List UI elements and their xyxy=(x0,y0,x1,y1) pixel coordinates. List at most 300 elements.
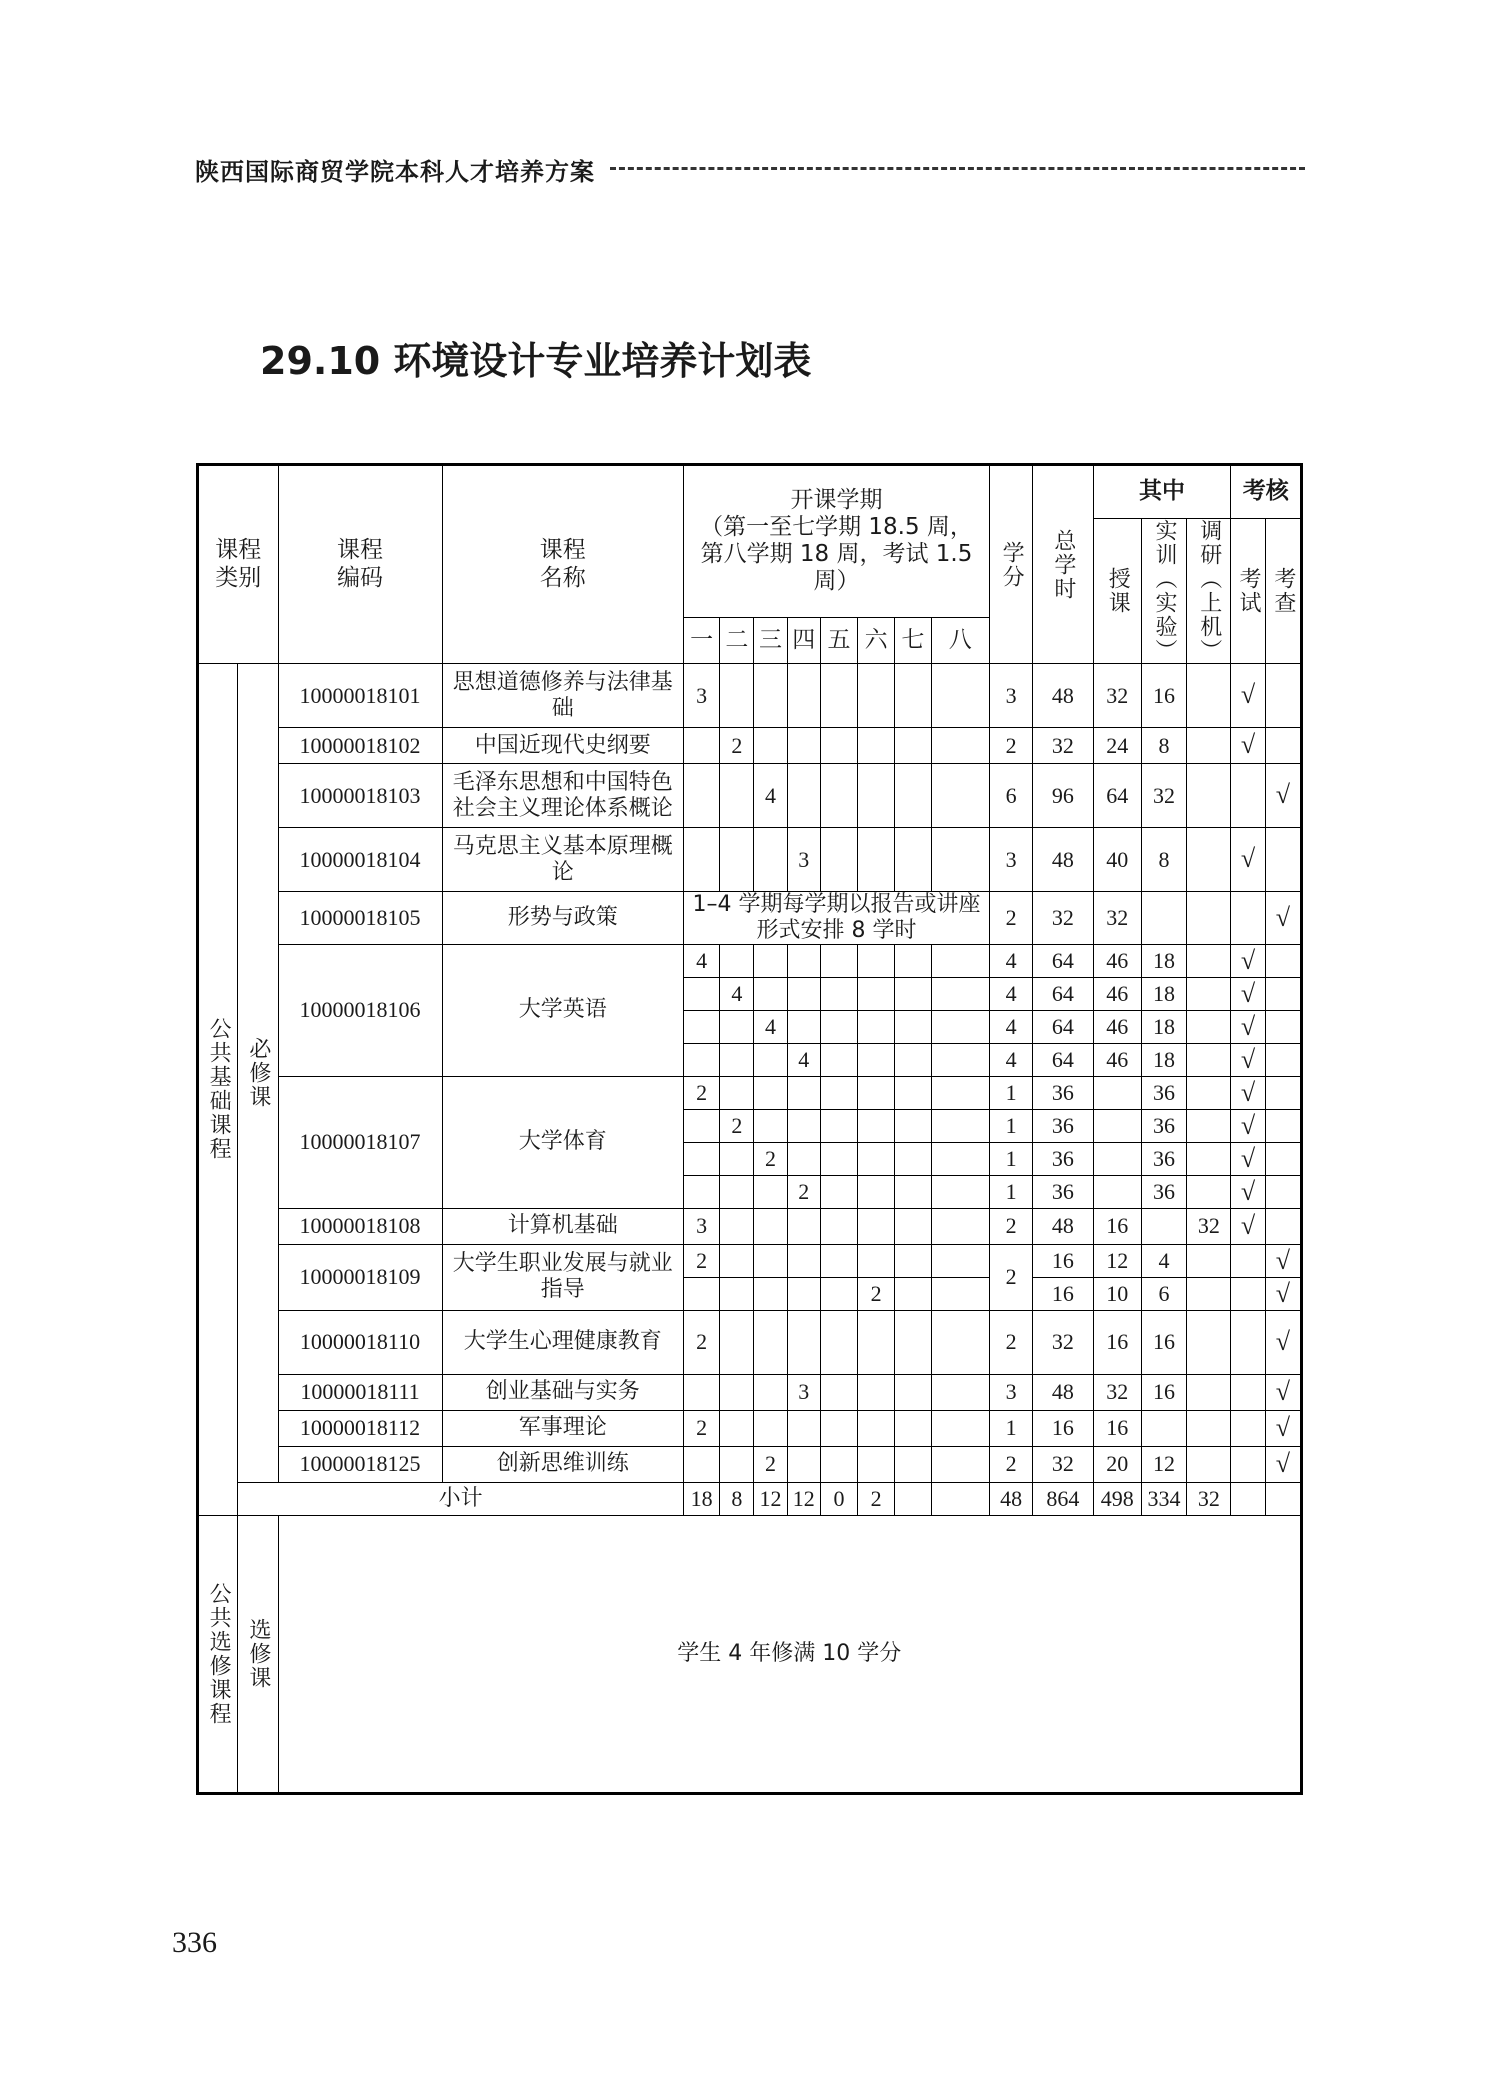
semester-cell-7 xyxy=(895,944,931,977)
semester-cell-8 xyxy=(931,764,989,828)
header-check: 考查 xyxy=(1265,519,1301,664)
semester-cell-8 xyxy=(931,728,989,764)
credit-cell: 1 xyxy=(989,1109,1032,1142)
header-name: 课程名称 xyxy=(442,465,684,664)
check-cell xyxy=(1265,1175,1301,1208)
semester-header-4: 四 xyxy=(787,617,820,663)
semester-cell-3 xyxy=(754,1043,787,1076)
semester-cell-2: 2 xyxy=(720,1109,754,1142)
check-cell: √ xyxy=(1265,892,1301,945)
semester-cell-8 xyxy=(931,977,989,1010)
course-code: 10000018106 xyxy=(278,944,442,1076)
semester-cell-7 xyxy=(895,1175,931,1208)
practice-cell: 16 xyxy=(1141,1374,1186,1410)
semester-cell-3: 4 xyxy=(754,764,787,828)
semester-cell-2 xyxy=(720,1277,754,1310)
semester-cell-6: 2 xyxy=(858,1277,895,1310)
credit-cell: 3 xyxy=(989,1374,1032,1410)
semester-cell-6 xyxy=(858,944,895,977)
semester-cell-7 xyxy=(895,1244,931,1277)
credit-cell: 2 xyxy=(989,1446,1032,1482)
semester-merged-note: 1–4 学期每学期以报告或讲座形式安排 8 学时 xyxy=(684,892,990,945)
category-public-basic: 公共基础课程 xyxy=(198,664,238,1516)
semester-cell-5 xyxy=(820,944,857,977)
semester-cell-1: 3 xyxy=(684,1208,720,1244)
semester-cell-8 xyxy=(931,1277,989,1310)
semester-cell-6 xyxy=(858,764,895,828)
check-cell: √ xyxy=(1265,1277,1301,1310)
lecture-cell: 46 xyxy=(1093,977,1141,1010)
header-practice: 实训（实验） xyxy=(1141,519,1186,664)
course-code: 10000018109 xyxy=(278,1244,442,1310)
exam-cell xyxy=(1231,892,1265,945)
exam-cell xyxy=(1231,1277,1265,1310)
semester-cell-4 xyxy=(787,764,820,828)
course-name: 大学英语 xyxy=(442,944,684,1076)
semester-cell-3 xyxy=(754,977,787,1010)
subtotal-research: 32 xyxy=(1187,1482,1231,1515)
credit-cell: 3 xyxy=(989,664,1032,728)
total-hours-cell: 36 xyxy=(1033,1109,1093,1142)
check-cell: √ xyxy=(1265,1410,1301,1446)
header-category: 课程类别 xyxy=(198,465,279,664)
check-cell xyxy=(1265,1010,1301,1043)
subtotal-semester-3: 12 xyxy=(754,1482,787,1515)
credit-cell: 1 xyxy=(989,1076,1032,1109)
course-code: 10000018110 xyxy=(278,1310,442,1374)
lecture-cell: 40 xyxy=(1093,828,1141,892)
check-cell xyxy=(1265,1109,1301,1142)
course-code: 10000018108 xyxy=(278,1208,442,1244)
practice-cell xyxy=(1141,892,1186,945)
semester-cell-2 xyxy=(720,764,754,828)
check-cell xyxy=(1265,1208,1301,1244)
exam-cell: √ xyxy=(1231,1175,1265,1208)
credit-cell: 2 xyxy=(989,728,1032,764)
exam-cell xyxy=(1231,1410,1265,1446)
exam-cell: √ xyxy=(1231,944,1265,977)
course-code: 10000018125 xyxy=(278,1446,442,1482)
lecture-cell: 16 xyxy=(1093,1208,1141,1244)
semester-cell-4 xyxy=(787,664,820,728)
subtotal-semester-4: 12 xyxy=(787,1482,820,1515)
research-cell xyxy=(1187,1374,1231,1410)
research-cell xyxy=(1187,1277,1231,1310)
semester-cell-7 xyxy=(895,1446,931,1482)
lecture-cell: 32 xyxy=(1093,664,1141,728)
semester-cell-6 xyxy=(858,1175,895,1208)
lecture-cell: 46 xyxy=(1093,944,1141,977)
practice-cell: 12 xyxy=(1141,1446,1186,1482)
semester-cell-8 xyxy=(931,1109,989,1142)
credit-cell: 2 xyxy=(989,1244,1032,1310)
semester-cell-6 xyxy=(858,1410,895,1446)
exam-cell: √ xyxy=(1231,1043,1265,1076)
total-hours-cell: 48 xyxy=(1033,664,1093,728)
research-cell xyxy=(1187,828,1231,892)
header-semester xyxy=(684,465,990,618)
lecture-cell xyxy=(1093,1109,1141,1142)
semester-cell-2 xyxy=(720,1410,754,1446)
header-among: 其中 xyxy=(1093,465,1231,519)
semester-cell-3 xyxy=(754,1310,787,1374)
total-hours-cell: 36 xyxy=(1033,1142,1093,1175)
table-row xyxy=(198,1076,1302,1109)
check-cell: √ xyxy=(1265,1446,1301,1482)
semester-cell-4 xyxy=(787,977,820,1010)
semester-title: 开课学期 xyxy=(790,487,883,514)
semester-cell-6 xyxy=(858,1142,895,1175)
lecture-cell: 24 xyxy=(1093,728,1141,764)
semester-cell-1: 2 xyxy=(684,1310,720,1374)
semester-cell-3: 2 xyxy=(754,1446,787,1482)
semester-cell-4 xyxy=(787,1244,820,1277)
lecture-cell: 16 xyxy=(1093,1310,1141,1374)
practice-cell: 6 xyxy=(1141,1277,1186,1310)
exam-cell xyxy=(1231,1310,1265,1374)
total-hours-cell: 16 xyxy=(1033,1277,1093,1310)
semester-cell-4: 3 xyxy=(787,1374,820,1410)
lecture-cell xyxy=(1093,1175,1141,1208)
total-hours-cell: 64 xyxy=(1033,1043,1093,1076)
credit-cell: 6 xyxy=(989,764,1032,828)
credit-cell: 1 xyxy=(989,1142,1032,1175)
semester-cell-8 xyxy=(931,1244,989,1277)
credit-cell: 4 xyxy=(989,1043,1032,1076)
practice-cell: 36 xyxy=(1141,1175,1186,1208)
semester-cell-3 xyxy=(754,1208,787,1244)
table-row xyxy=(198,828,1302,892)
course-code: 10000018111 xyxy=(278,1374,442,1410)
semester-cell-2 xyxy=(720,1374,754,1410)
semester-cell-1 xyxy=(684,1142,720,1175)
total-hours-cell: 16 xyxy=(1033,1244,1093,1277)
practice-cell: 16 xyxy=(1141,1310,1186,1374)
semester-cell-8 xyxy=(931,1208,989,1244)
practice-cell: 18 xyxy=(1141,1043,1186,1076)
course-name: 中国近现代史纲要 xyxy=(442,728,684,764)
semester-cell-4 xyxy=(787,1410,820,1446)
course-name: 大学体育 xyxy=(442,1076,684,1208)
semester-header-8: 八 xyxy=(931,617,989,663)
semester-cell-2 xyxy=(720,1244,754,1277)
semester-cell-7 xyxy=(895,1277,931,1310)
exam-cell: √ xyxy=(1231,1076,1265,1109)
total-hours-cell: 48 xyxy=(1033,1374,1093,1410)
semester-cell-1 xyxy=(684,1446,720,1482)
header-total-hours: 总学时 xyxy=(1033,465,1093,664)
exam-cell: √ xyxy=(1231,1142,1265,1175)
exam-cell: √ xyxy=(1231,828,1265,892)
course-name: 军事理论 xyxy=(442,1410,684,1446)
semester-cell-8 xyxy=(931,1446,989,1482)
semester-cell-5 xyxy=(820,1076,857,1109)
category-public-elective: 公共选修课程 xyxy=(198,1515,238,1793)
table-row xyxy=(198,1410,1302,1446)
course-code: 10000018104 xyxy=(278,828,442,892)
semester-cell-2 xyxy=(720,944,754,977)
check-cell xyxy=(1265,977,1301,1010)
header-divider xyxy=(610,167,1305,170)
table-row xyxy=(198,892,1302,945)
exam-cell: √ xyxy=(1231,1109,1265,1142)
semester-cell-8 xyxy=(931,1410,989,1446)
subtotal-row xyxy=(198,1482,1302,1515)
practice-cell: 8 xyxy=(1141,728,1186,764)
practice-cell: 16 xyxy=(1141,664,1186,728)
total-hours-cell: 32 xyxy=(1033,1446,1093,1482)
semester-cell-7 xyxy=(895,1374,931,1410)
running-header xyxy=(195,152,1305,192)
semester-cell-1 xyxy=(684,1010,720,1043)
credit-cell: 4 xyxy=(989,944,1032,977)
course-name: 创新思维训练 xyxy=(442,1446,684,1482)
semester-cell-1: 2 xyxy=(684,1244,720,1277)
exam-cell xyxy=(1231,1244,1265,1277)
semester-cell-7 xyxy=(895,977,931,1010)
exam-cell: √ xyxy=(1231,1208,1265,1244)
semester-cell-2 xyxy=(720,1208,754,1244)
semester-cell-2 xyxy=(720,1010,754,1043)
lecture-cell: 32 xyxy=(1093,1374,1141,1410)
table-row xyxy=(198,944,1302,977)
semester-cell-6 xyxy=(858,1374,895,1410)
table-row xyxy=(198,1374,1302,1410)
exam-cell: √ xyxy=(1231,1010,1265,1043)
semester-cell-5 xyxy=(820,1446,857,1482)
check-cell xyxy=(1265,944,1301,977)
research-cell xyxy=(1187,1142,1231,1175)
semester-cell-2: 2 xyxy=(720,728,754,764)
total-hours-cell: 96 xyxy=(1033,764,1093,828)
research-cell xyxy=(1187,664,1231,728)
total-hours-cell: 32 xyxy=(1033,728,1093,764)
course-name: 创业基础与实务 xyxy=(442,1374,684,1410)
semester-cell-4: 3 xyxy=(787,828,820,892)
exam-cell xyxy=(1231,1374,1265,1410)
course-name: 形势与政策 xyxy=(442,892,684,945)
total-hours-cell: 32 xyxy=(1033,892,1093,945)
exam-cell xyxy=(1231,1446,1265,1482)
semester-cell-7 xyxy=(895,664,931,728)
running-header-text: 陕西国际商贸学院本科人才培养方案 xyxy=(195,158,595,186)
semester-cell-3 xyxy=(754,1244,787,1277)
semester-cell-4 xyxy=(787,1208,820,1244)
semester-cell-4 xyxy=(787,944,820,977)
table-row xyxy=(198,1244,1302,1277)
semester-cell-4: 2 xyxy=(787,1175,820,1208)
practice-cell: 32 xyxy=(1141,764,1186,828)
semester-cell-3: 4 xyxy=(754,1010,787,1043)
page-number: 336 xyxy=(172,1926,217,1959)
subtotal-lecture: 498 xyxy=(1093,1482,1141,1515)
subtotal-credit: 48 xyxy=(989,1482,1032,1515)
semester-cell-5 xyxy=(820,1175,857,1208)
elective-note: 学生 4 年修满 10 学分 xyxy=(278,1515,1302,1793)
semester-cell-7 xyxy=(895,1109,931,1142)
semester-cell-4 xyxy=(787,1446,820,1482)
semester-header-3: 三 xyxy=(754,617,787,663)
course-code: 10000018107 xyxy=(278,1076,442,1208)
training-plan-table xyxy=(196,463,1303,1795)
semester-cell-3 xyxy=(754,1374,787,1410)
research-cell xyxy=(1187,764,1231,828)
semester-cell-1 xyxy=(684,1109,720,1142)
semester-cell-1: 3 xyxy=(684,664,720,728)
research-cell xyxy=(1187,1244,1231,1277)
table-row xyxy=(198,764,1302,828)
credit-cell: 4 xyxy=(989,977,1032,1010)
course-name: 大学生心理健康教育 xyxy=(442,1310,684,1374)
semester-cell-7 xyxy=(895,828,931,892)
course-code: 10000018103 xyxy=(278,764,442,828)
semester-cell-5 xyxy=(820,1410,857,1446)
check-cell: √ xyxy=(1265,1244,1301,1277)
semester-cell-1: 4 xyxy=(684,944,720,977)
total-hours-cell: 48 xyxy=(1033,828,1093,892)
lecture-cell: 64 xyxy=(1093,764,1141,828)
semester-cell-2: 4 xyxy=(720,977,754,1010)
semester-header-6: 六 xyxy=(858,617,895,663)
table-row xyxy=(198,728,1302,764)
semester-cell-3 xyxy=(754,1109,787,1142)
semester-cell-5 xyxy=(820,1043,857,1076)
semester-cell-5 xyxy=(820,1109,857,1142)
semester-cell-5 xyxy=(820,828,857,892)
total-hours-cell: 32 xyxy=(1033,1310,1093,1374)
total-hours-cell: 64 xyxy=(1033,1010,1093,1043)
semester-cell-8 xyxy=(931,944,989,977)
subtotal-exam xyxy=(1231,1482,1265,1515)
semester-cell-6 xyxy=(858,1244,895,1277)
semester-cell-4 xyxy=(787,728,820,764)
semester-cell-8 xyxy=(931,664,989,728)
course-name: 大学生职业发展与就业指导 xyxy=(442,1244,684,1310)
total-hours-cell: 64 xyxy=(1033,977,1093,1010)
semester-header-1: 一 xyxy=(684,617,720,663)
semester-cell-1 xyxy=(684,1277,720,1310)
semester-cell-5 xyxy=(820,1374,857,1410)
table-body xyxy=(198,465,1302,1794)
subtotal-semester-6: 2 xyxy=(858,1482,895,1515)
subcategory-elective: 选修课 xyxy=(238,1515,278,1793)
course-code: 10000018105 xyxy=(278,892,442,945)
lecture-cell: 32 xyxy=(1093,892,1141,945)
semester-cell-1 xyxy=(684,1374,720,1410)
semester-cell-4 xyxy=(787,1109,820,1142)
subtotal-semester-2: 8 xyxy=(720,1482,754,1515)
semester-cell-5 xyxy=(820,1277,857,1310)
semester-note-2: 第八学期 18 周，考试 1.5 周） xyxy=(700,541,973,595)
research-cell xyxy=(1187,728,1231,764)
header-research: 调研（上机） xyxy=(1187,519,1231,664)
semester-header-2: 二 xyxy=(720,617,754,663)
course-code: 10000018101 xyxy=(278,664,442,728)
total-hours-cell: 48 xyxy=(1033,1208,1093,1244)
subtotal-practice: 334 xyxy=(1141,1482,1186,1515)
semester-cell-8 xyxy=(931,1374,989,1410)
semester-cell-2 xyxy=(720,1310,754,1374)
header-credits: 学分 xyxy=(989,465,1032,664)
semester-cell-2 xyxy=(720,664,754,728)
research-cell xyxy=(1187,1076,1231,1109)
practice-cell: 18 xyxy=(1141,1010,1186,1043)
research-cell xyxy=(1187,1109,1231,1142)
exam-cell: √ xyxy=(1231,977,1265,1010)
subtotal-hours: 864 xyxy=(1033,1482,1093,1515)
credit-cell: 1 xyxy=(989,1410,1032,1446)
semester-cell-2 xyxy=(720,1043,754,1076)
practice-cell xyxy=(1141,1410,1186,1446)
semester-cell-8 xyxy=(931,1010,989,1043)
semester-cell-5 xyxy=(820,1142,857,1175)
lecture-cell: 20 xyxy=(1093,1446,1141,1482)
exam-cell: √ xyxy=(1231,728,1265,764)
practice-cell: 36 xyxy=(1141,1109,1186,1142)
semester-cell-4: 4 xyxy=(787,1043,820,1076)
semester-note-1: （第一至七学期 18.5 周， xyxy=(700,514,973,541)
semester-header-5: 五 xyxy=(820,617,857,663)
course-name: 马克思主义基本原理概论 xyxy=(442,828,684,892)
semester-cell-8 xyxy=(931,1142,989,1175)
semester-cell-4 xyxy=(787,1010,820,1043)
subtotal-semester-1: 18 xyxy=(684,1482,720,1515)
research-cell xyxy=(1187,1410,1231,1446)
research-cell xyxy=(1187,1175,1231,1208)
semester-cell-7 xyxy=(895,1043,931,1076)
practice-cell xyxy=(1141,1208,1186,1244)
semester-cell-5 xyxy=(820,1310,857,1374)
research-cell xyxy=(1187,1010,1231,1043)
practice-cell: 8 xyxy=(1141,828,1186,892)
header-lecture: 授课 xyxy=(1093,519,1141,664)
semester-cell-7 xyxy=(895,1410,931,1446)
semester-cell-3 xyxy=(754,1076,787,1109)
check-cell xyxy=(1265,828,1301,892)
semester-cell-1 xyxy=(684,1175,720,1208)
semester-cell-7 xyxy=(895,1010,931,1043)
semester-cell-1 xyxy=(684,828,720,892)
check-cell: √ xyxy=(1265,764,1301,828)
semester-cell-4 xyxy=(787,1142,820,1175)
semester-cell-6 xyxy=(858,977,895,1010)
elective-row xyxy=(198,1515,1302,1793)
check-cell xyxy=(1265,1043,1301,1076)
semester-cell-5 xyxy=(820,1010,857,1043)
research-cell xyxy=(1187,1043,1231,1076)
semester-cell-3 xyxy=(754,664,787,728)
semester-cell-7 xyxy=(895,1208,931,1244)
semester-header-7: 七 xyxy=(895,617,931,663)
check-cell xyxy=(1265,1142,1301,1175)
semester-cell-1 xyxy=(684,728,720,764)
lecture-cell: 16 xyxy=(1093,1410,1141,1446)
credit-cell: 2 xyxy=(989,1208,1032,1244)
semester-cell-6 xyxy=(858,728,895,764)
semester-cell-6 xyxy=(858,828,895,892)
lecture-cell: 10 xyxy=(1093,1277,1141,1310)
course-code: 10000018102 xyxy=(278,728,442,764)
semester-cell-3 xyxy=(754,1410,787,1446)
semester-cell-4 xyxy=(787,1310,820,1374)
lecture-cell xyxy=(1093,1076,1141,1109)
semester-cell-1 xyxy=(684,764,720,828)
total-hours-cell: 16 xyxy=(1033,1410,1093,1446)
semester-cell-7 xyxy=(895,1310,931,1374)
semester-cell-3 xyxy=(754,944,787,977)
research-cell xyxy=(1187,892,1231,945)
lecture-cell: 12 xyxy=(1093,1244,1141,1277)
